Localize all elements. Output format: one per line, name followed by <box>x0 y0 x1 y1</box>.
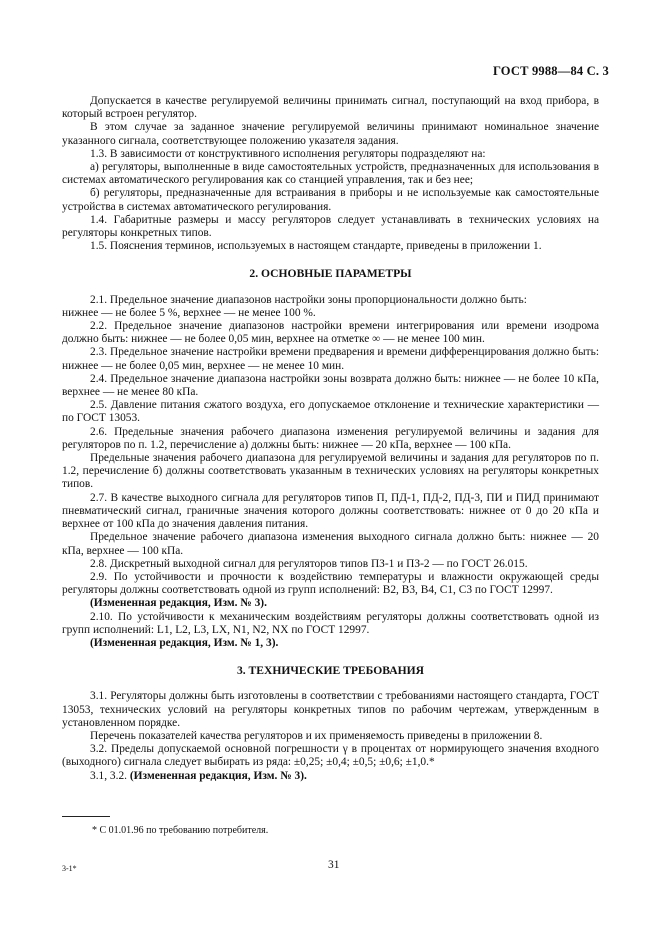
sheet-mark: 3-1* <box>62 864 77 873</box>
paragraph: 2.1. Предельное значение диапазонов настройки зоны пропорциональности должно быть: <box>90 293 527 306</box>
paragraph: 2.9. По устойчивости и прочности к воздействию температуры и влажности окружающей среды регуляторы должны соответствовать одной из групп исполнений: В2, В3, В4, С1, С3 по ГОСТ 12997. <box>62 570 599 597</box>
paragraph: 2.5. Давление питания сжатого воздуха, его допускаемое отклонение и технические характеристики — по ГОСТ 13053. <box>62 399 599 425</box>
amendment-note: (Измененная редакция, Изм. № 1, 3). <box>90 636 279 649</box>
amendment-note: (Измененная редакция, Изм. № 3). <box>129 769 307 782</box>
page-number: 31 <box>328 859 340 871</box>
paragraph: 2.6. Предельные значения рабочего диапазона изменения регулируемой величины и задания для регуляторов по п. 1.2, перечисление а) должны быть: нижнее — 20 кПа, верхнее — 100 кПа. <box>62 425 599 451</box>
paragraph: а) регуляторы, выполненные в виде самостоятельных устройств, предназначенных для использования в системах автоматического регулирования как со станцией управления, так и без нее; <box>62 161 599 187</box>
paragraph: 3.1. Регуляторы должны быть изготовлены в соответствии с требованиями настоящего стандарта, ГОСТ 13053, технических условий на регуляторы конкретных типов по рабочим чертежам, утвержденным в установленном порядке. <box>62 690 599 729</box>
paragraph: Допускается в качестве регулируемой величины принимать сигнал, поступающий на вход прибора, в который встроен регулятор. <box>62 95 599 121</box>
paragraph: 1.3. В зависимости от конструктивного исполнения регуляторы подразделяют на: <box>90 147 486 160</box>
section-2-heading: 2. ОСНОВНЫЕ ПАРАМЕТРЫ <box>249 267 412 281</box>
paragraph: 2.2. Предельное значение диапазонов настройки времени интегрирования или времени изодрома должно быть: нижнее — не более 0,05 мин, верхнее на отметке ∞ — не менее 100 мин. <box>62 320 599 346</box>
paragraph: 3.2. Пределы допускаемой основной погрешности γ в процентах от нормирующего значения входного (выходного) сигнала следует выбирать из ряда: ±0,25; ±0,4; ±0,5; ±0,6; ±1,0.* <box>62 743 599 769</box>
running-header: ГОСТ 9988—84 С. 3 <box>492 64 609 78</box>
footnote-rule <box>62 816 110 817</box>
paragraph: Предельное значение рабочего диапазона изменения выходного сигнала должно быть: нижнее — 20 кПа, верхнее — 100 кПа. <box>62 531 599 557</box>
paragraph: 2.10. По устойчивости к механическим воздействиям регуляторы должны соответствовать одной из групп исполнений: L1, L2, L3, LX, N1, N2, NX по ГОСТ 12997. <box>62 610 599 636</box>
amendment-note: (Измененная редакция, Изм. № 3). <box>90 597 267 610</box>
paragraph: 2.3. Предельное значение настройки времени предварения и времени дифференцирования должно быть: нижнее — не более 0,05 мин, верхнее — не менее 10 мин. <box>62 346 599 372</box>
paragraph: 2.8. Дискретный выходной сигнал для регуляторов типов ПЗ-1 и ПЗ-2 — по ГОСТ 26.015. <box>90 557 528 570</box>
footnote: * С 01.01.96 по требованию потребителя. <box>92 825 269 836</box>
document-body <box>62 95 599 783</box>
paragraph: Предельные значения рабочего диапазона для регулируемой величины и задания для регуляторов по п. 1.2, перечисление б) должны соответствовать указанным в технических условиях на регуляторы конкретных типов. <box>62 452 599 491</box>
amendment-prefix: 3.1, 3.2. <box>90 769 128 782</box>
paragraph: В этом случае за заданное значение регулируемой величины принимают номинальное значение указанного сигнала, соответствующее положению указателя задания. <box>62 121 599 147</box>
paragraph: нижнее — не более 5 %, верхнее — не менее 100 %. <box>62 306 316 319</box>
paragraph: 1.5. Пояснения терминов, используемых в настоящем стандарте, приведены в приложении 1. <box>90 240 542 253</box>
paragraph: 1.4. Габаритные размеры и массу регуляторов следует устанавливать в технических условиях на регуляторы конкретных типов. <box>62 213 599 240</box>
section-3-heading: 3. ТЕХНИЧЕСКИЕ ТРЕБОВАНИЯ <box>236 664 425 678</box>
paragraph: 2.4. Предельное значение диапазона настройки зоны возврата должно быть: нижнее — не более 10 кПа, верхнее — не менее 80 кПа. <box>62 372 599 399</box>
paragraph: Перечень показателей качества регуляторов и их применяемость приведены в приложении 8. <box>90 729 543 742</box>
paragraph: б) регуляторы, предназначенные для встраивания в приборы и не используемые как самостоятельные устройства в системах автоматического регулирования. <box>62 187 599 213</box>
paragraph: 2.7. В качестве выходного сигнала для регуляторов типов П, ПД-1, ПД-2, ПД-3, ПИ и ПИД принимают пневматический сигнал, граничные значения которого должны соответствовать: нижнее от 0 до 20 кПа и верхнее от 100 кПа до значения давления питания. <box>62 491 599 531</box>
amendment-line <box>62 770 599 783</box>
